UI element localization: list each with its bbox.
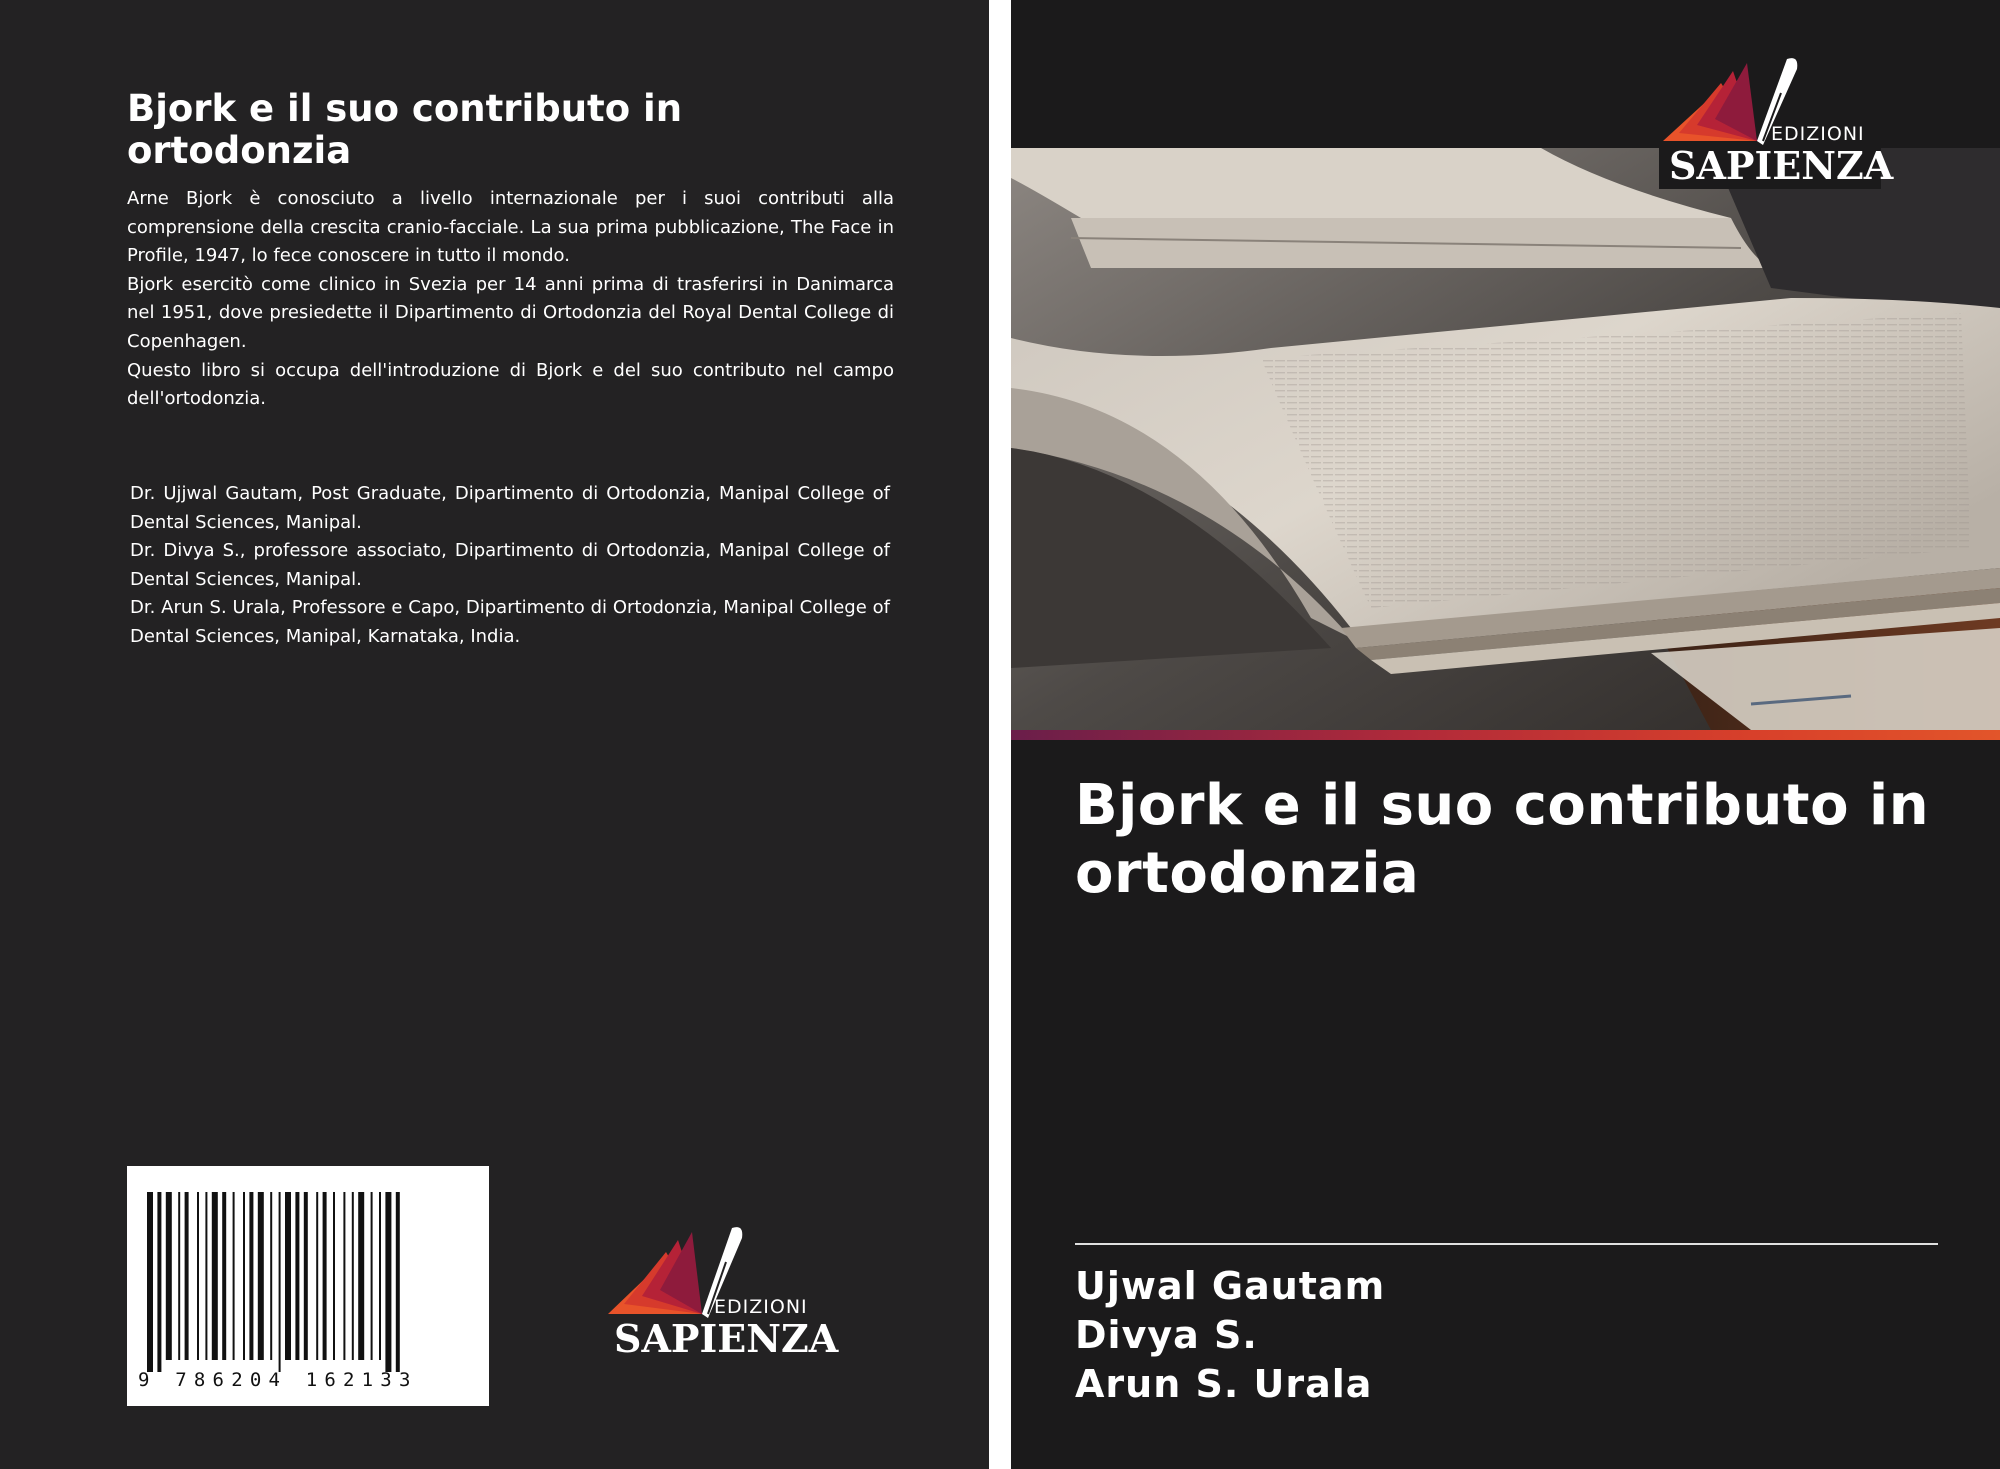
barcode-bar (304, 1192, 308, 1360)
publisher-logo-front (1659, 55, 1894, 189)
open-book-photo (1011, 148, 2000, 730)
barcode-bar (316, 1192, 318, 1360)
barcode-bar (323, 1192, 327, 1360)
barcode-bar (178, 1192, 180, 1360)
barcode-bar (233, 1192, 235, 1360)
barcode-bar (352, 1192, 354, 1360)
publisher-logo-back (604, 1222, 839, 1362)
divider (1075, 1243, 1938, 1245)
blurb-paragraph: Arne Bjork è conosciuto a livello internazionale per i suoi contributi alla comprensione della crescita cranio-facciale. La sua prima pubblicazione, The Face in Profile, 1947, lo fece conoscere in tutto il mondo. (127, 188, 894, 267)
back-cover (0, 0, 989, 1469)
author-name: Ujwal Gautam (1075, 1264, 1386, 1308)
author-list (1075, 1262, 1385, 1409)
logo-edizioni: EDIZIONI (1771, 123, 1865, 145)
logo-sapienza: SAPIENZA (1669, 143, 1894, 188)
barcode-bar (166, 1192, 172, 1360)
back-cover-blurb (127, 185, 894, 414)
logo-sapienza: SAPIENZA (614, 1316, 839, 1361)
author-bio: Dr. Divya S., professore associato, Dipartimento di Ortodonzia, Manipal College of Dental Sciences, Manipal. (130, 540, 890, 590)
barcode-bar (270, 1192, 272, 1360)
barcode-digits: 9 786204 162133 (138, 1369, 418, 1391)
logo-edizioni: EDIZIONI (714, 1296, 808, 1318)
author-bio: Dr. Ujjwal Gautam, Post Graduate, Dipartimento di Ortodonzia, Manipal College of Dental Sciences, Manipal. (130, 483, 890, 533)
barcode-bar (243, 1192, 245, 1360)
isbn-barcode (127, 1166, 489, 1406)
barcode-bar (285, 1192, 291, 1360)
barcode-bar (379, 1192, 381, 1360)
barcode-bar (222, 1192, 226, 1360)
barcode-bar (212, 1192, 218, 1360)
barcode-bar (279, 1192, 281, 1372)
barcode-bar (396, 1192, 400, 1372)
barcode-bar (343, 1192, 345, 1360)
front-cover-title: Bjork e il suo contributo in ortodonzia (1075, 773, 1930, 906)
barcode-bar (385, 1192, 391, 1372)
accent-stripe (1011, 730, 2000, 740)
barcode-bar (295, 1192, 299, 1360)
blurb-paragraph: Bjork esercitò come clinico in Svezia per 14 anni prima di trasferirsi in Danimarca nel 1951, dove presiedette il Dipartimento di Ortodonzia del Royal Dental College di Copenhagen. (127, 273, 894, 352)
author-bios (130, 480, 890, 652)
front-cover (1011, 0, 2000, 1469)
author-name: Divya S. (1075, 1313, 1258, 1357)
author-name: Arun S. Urala (1075, 1362, 1373, 1406)
back-cover-title: Bjork e il suo contributo in ortodonzia (127, 87, 683, 172)
barcode-bar (258, 1192, 264, 1360)
barcode-bar (185, 1192, 189, 1360)
spine-gap (989, 0, 1011, 1469)
blurb-paragraph: Questo libro si occupa dell'introduzione di Bjork e del suo contributo nel campo dell'ortodonzia. (127, 359, 894, 410)
barcode-bar (249, 1192, 253, 1360)
barcode-bar (147, 1192, 153, 1372)
author-bio: Dr. Arun S. Urala, Professore e Capo, Dipartimento di Ortodonzia, Manipal College of Dental Sciences, Manipal, Karnataka, India. (130, 597, 890, 647)
barcode-bar (358, 1192, 364, 1360)
barcode-bar (197, 1192, 199, 1360)
barcode-bar (371, 1192, 373, 1360)
barcode-bar (157, 1192, 161, 1372)
barcode-bar (333, 1192, 335, 1360)
barcode-bar (205, 1192, 207, 1360)
